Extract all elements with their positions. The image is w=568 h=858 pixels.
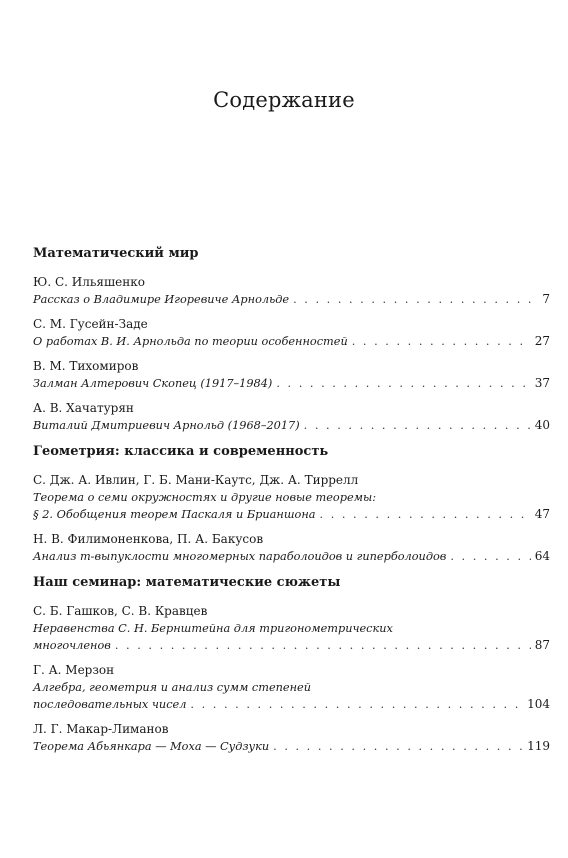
toc-entry[interactable] xyxy=(33,531,550,565)
section-title: Геометрия: классика и современность xyxy=(33,444,329,459)
toc-entry[interactable] xyxy=(33,721,550,755)
page-number: 104 xyxy=(527,697,550,711)
toc-entry[interactable] xyxy=(33,316,550,350)
toc-section xyxy=(33,246,550,434)
entry-authors: А. В. Хачатурян xyxy=(33,401,134,415)
page-number: 119 xyxy=(527,739,550,753)
section-title: Математический мир xyxy=(33,246,199,261)
entry-title-line xyxy=(33,506,550,523)
toc-section xyxy=(33,444,550,565)
section-title: Наш семинар: математические сюжеты xyxy=(33,575,341,590)
dot-leader xyxy=(293,291,538,308)
entry-authors: С. Б. Гашков, С. В. Кравцев xyxy=(33,604,208,618)
page-number: 27 xyxy=(534,334,550,348)
page-number: 64 xyxy=(534,549,550,563)
entry-authors: Н. В. Филимоненкова, П. А. Бакусов xyxy=(33,532,264,546)
entry-title-line-1: Неравенства С. Н. Бернштейна для тригонометрических xyxy=(33,622,393,635)
entry-title-line xyxy=(33,548,550,565)
page-number: 87 xyxy=(534,638,550,652)
page-number: 40 xyxy=(534,418,550,432)
dot-leader xyxy=(190,696,523,713)
entry-title-line xyxy=(33,375,550,392)
entry-title-line xyxy=(33,637,550,654)
entry-title: последовательных чисел xyxy=(33,698,187,711)
entry-title: О работах В. И. Арнольда по теории особенностей xyxy=(33,335,348,348)
entry-authors: Ю. С. Ильяшенко xyxy=(33,275,145,289)
entry-title: Теорема Абьянкара — Моха — Судзуки xyxy=(33,740,270,753)
entry-authors: В. М. Тихомиров xyxy=(33,359,139,373)
entry-title-line xyxy=(33,291,550,308)
page-title: Содержание xyxy=(213,88,355,112)
toc-entry[interactable] xyxy=(33,358,550,392)
toc-entry[interactable] xyxy=(33,662,550,713)
page-number: 47 xyxy=(534,507,550,521)
dot-leader xyxy=(304,417,531,434)
entry-title: многочленов xyxy=(33,639,111,652)
dot-leader xyxy=(450,548,530,565)
entry-title: § 2. Обобщения теорем Паскаля и Брианшона xyxy=(33,508,316,521)
entry-title: Анализ m-выпуклости многомерных параболоидов и гиперболоидов xyxy=(33,550,447,563)
entry-title: Рассказ о Владимире Игоревиче Арнольде xyxy=(33,293,290,306)
toc-section xyxy=(33,575,550,755)
dot-leader xyxy=(320,506,531,523)
entry-title-line-1: Алгебра, геометрия и анализ сумм степеней xyxy=(33,681,312,694)
toc-entry[interactable] xyxy=(33,472,550,523)
entry-title-line-1: Теорема о семи окружностях и другие новые теоремы: xyxy=(33,491,377,504)
dot-leader xyxy=(273,738,523,755)
entry-title-line xyxy=(33,696,550,713)
dot-leader xyxy=(352,333,531,350)
entry-title: Виталий Дмитриевич Арнольд (1968–2017) xyxy=(33,419,300,432)
entry-authors: Л. Г. Макар-Лиманов xyxy=(33,722,169,736)
toc-entry[interactable] xyxy=(33,400,550,434)
dot-leader xyxy=(276,375,530,392)
dot-leader xyxy=(115,637,531,654)
toc-entry[interactable] xyxy=(33,274,550,308)
table-of-contents xyxy=(33,246,550,755)
entry-title-line xyxy=(33,738,550,755)
page-number: 37 xyxy=(534,376,550,390)
entry-title-line xyxy=(33,333,550,350)
entry-title: Залман Алтерович Скопец (1917–1984) xyxy=(33,377,273,390)
page-number: 7 xyxy=(542,292,550,306)
entry-title-line xyxy=(33,417,550,434)
entry-authors: С. Дж. А. Ивлин, Г. Б. Мани-Каутс, Дж. А. Тиррелл xyxy=(33,473,359,487)
entry-authors: С. М. Гусейн-Заде xyxy=(33,317,148,331)
toc-entry[interactable] xyxy=(33,603,550,654)
entry-authors: Г. А. Мерзон xyxy=(33,663,115,677)
